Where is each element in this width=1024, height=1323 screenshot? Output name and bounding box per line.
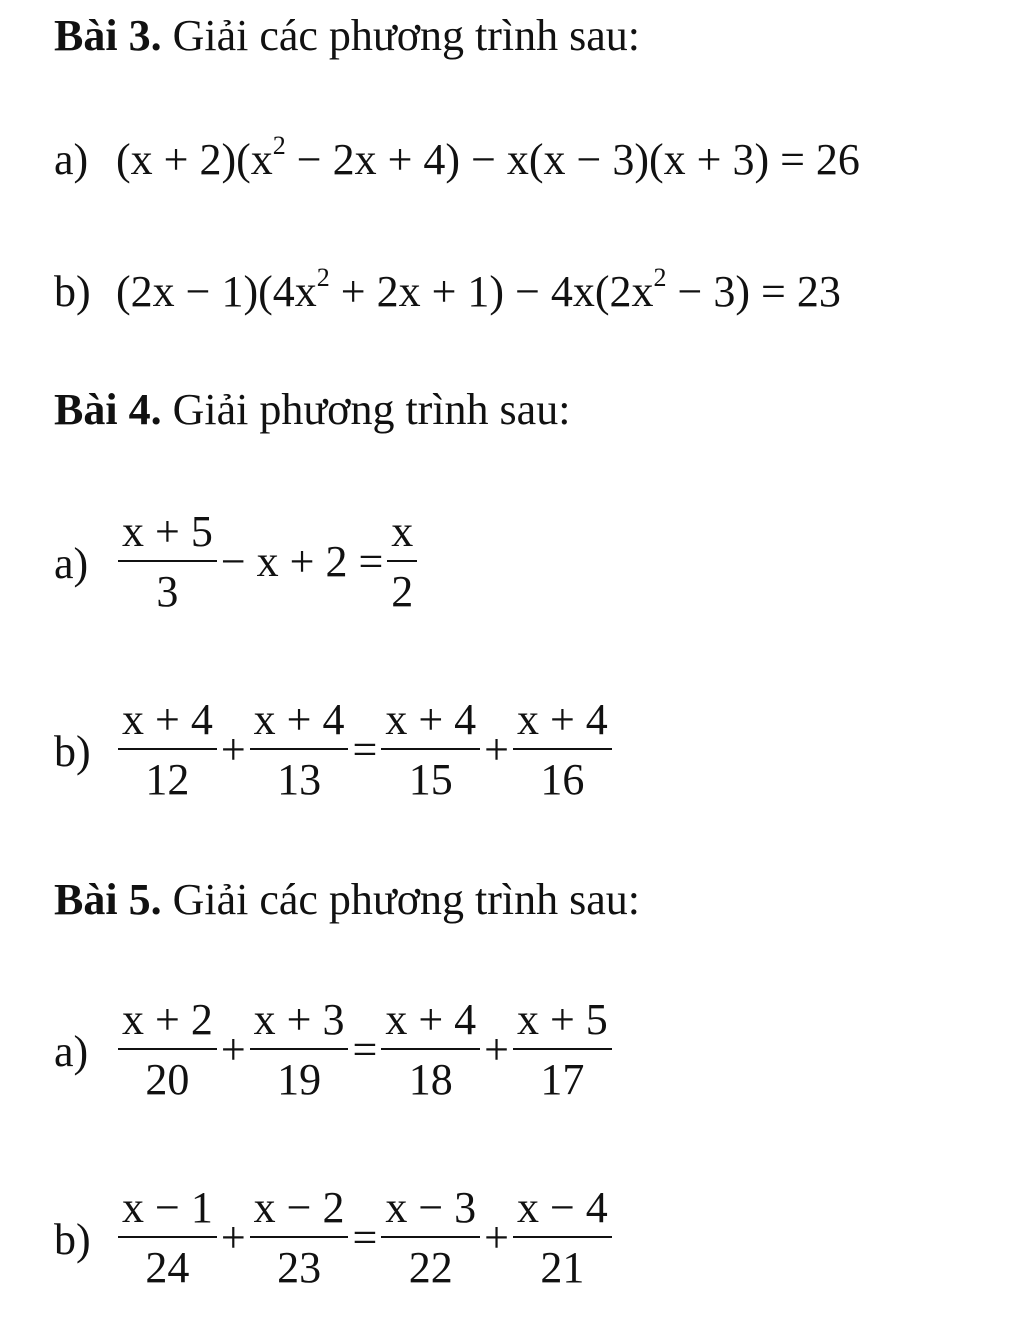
numerator: x xyxy=(391,507,414,556)
bai5-text: Giải các phương trình sau: xyxy=(172,875,641,924)
denominator: 12 xyxy=(145,755,190,804)
numerator: x − 2 xyxy=(253,1183,345,1232)
bai4-b-expr xyxy=(116,690,614,810)
fraction xyxy=(381,1183,480,1292)
denominator: 13 xyxy=(277,755,322,804)
bai5-number: Bài 5. xyxy=(54,875,162,924)
bai5-a-expr xyxy=(116,990,614,1110)
denominator: 23 xyxy=(277,1243,322,1292)
bai3-b-exponent-2: 2 xyxy=(653,263,667,293)
bai3-b-part2: + 2x + 1) − 4x(2x xyxy=(329,267,654,316)
bai5-b-label: b) xyxy=(54,1215,91,1264)
bai4-a-expr xyxy=(116,502,419,622)
bai3-a-label: a) xyxy=(54,135,89,184)
bai4-heading xyxy=(54,385,571,434)
operator: + xyxy=(484,1213,509,1262)
bai4-a-label: a) xyxy=(54,539,89,588)
bai3-a-part1: (x + 2)(x xyxy=(116,135,273,184)
denominator: 15 xyxy=(408,755,453,804)
bai3-b-label: b) xyxy=(54,267,91,316)
fraction xyxy=(381,695,480,804)
operator: + xyxy=(484,1025,509,1074)
denominator: 3 xyxy=(156,567,179,616)
numerator: x + 2 xyxy=(122,995,213,1044)
operator: − x + 2 = xyxy=(220,537,384,586)
bai3-number: Bài 3. xyxy=(54,11,162,60)
denominator: 20 xyxy=(145,1055,190,1104)
fraction xyxy=(118,1183,217,1292)
numerator: x + 5 xyxy=(516,995,608,1044)
fraction xyxy=(513,995,612,1104)
bai3-b-expr xyxy=(116,263,841,317)
numerator: x − 4 xyxy=(516,1183,608,1232)
operator: + xyxy=(484,725,509,774)
operator: + xyxy=(220,1213,246,1262)
fraction xyxy=(118,995,217,1104)
bai5-b-expr xyxy=(116,1178,614,1298)
operator: + xyxy=(220,725,246,774)
operator: = xyxy=(352,1025,378,1074)
bai3-a-equation xyxy=(54,131,860,185)
denominator: 19 xyxy=(277,1055,322,1104)
fraction xyxy=(250,995,349,1104)
operator: + xyxy=(220,1025,246,1074)
fraction xyxy=(381,995,480,1104)
denominator: 24 xyxy=(145,1243,190,1292)
fraction xyxy=(387,507,417,616)
fraction xyxy=(250,1183,349,1292)
numerator: x − 1 xyxy=(122,1183,213,1232)
denominator: 18 xyxy=(408,1055,453,1104)
bai3-b-part3: − 3) = 23 xyxy=(666,267,841,316)
bai3-a-exponent: 2 xyxy=(272,131,286,161)
fraction xyxy=(250,695,349,804)
numerator: x + 4 xyxy=(385,695,477,744)
denominator: 2 xyxy=(391,567,414,616)
bai3-a-part2: − 2x + 4) − x(x − 3)(x + 3) = 26 xyxy=(285,135,860,184)
numerator: x + 5 xyxy=(122,507,213,556)
numerator: x + 4 xyxy=(122,695,213,744)
bai5-heading xyxy=(54,875,641,924)
numerator: x − 3 xyxy=(385,1183,477,1232)
bai3-a-expr xyxy=(116,131,860,185)
bai3-text: Giải các phương trình sau: xyxy=(172,11,641,60)
denominator: 16 xyxy=(540,755,585,804)
bai3-b-exponent-1: 2 xyxy=(316,263,330,293)
fraction xyxy=(118,695,217,804)
bai3-b-part1: (2x − 1)(4x xyxy=(116,267,317,316)
numerator: x + 4 xyxy=(253,695,345,744)
fraction xyxy=(513,695,612,804)
bai4-b-label: b) xyxy=(54,727,91,776)
fraction xyxy=(513,1183,612,1292)
numerator: x + 4 xyxy=(385,995,477,1044)
bai3-heading xyxy=(54,11,641,60)
numerator: x + 3 xyxy=(253,995,345,1044)
bai5-a-label: a) xyxy=(54,1027,89,1076)
fraction xyxy=(118,507,217,616)
operator: = xyxy=(352,1213,378,1262)
numerator: x + 4 xyxy=(516,695,608,744)
bai3-b-equation xyxy=(54,263,841,317)
denominator: 21 xyxy=(540,1243,585,1292)
bai4-text: Giải phương trình sau: xyxy=(172,385,571,434)
bai4-number: Bài 4. xyxy=(54,385,162,434)
operator: = xyxy=(352,725,378,774)
denominator: 22 xyxy=(408,1243,453,1292)
denominator: 17 xyxy=(540,1055,585,1104)
